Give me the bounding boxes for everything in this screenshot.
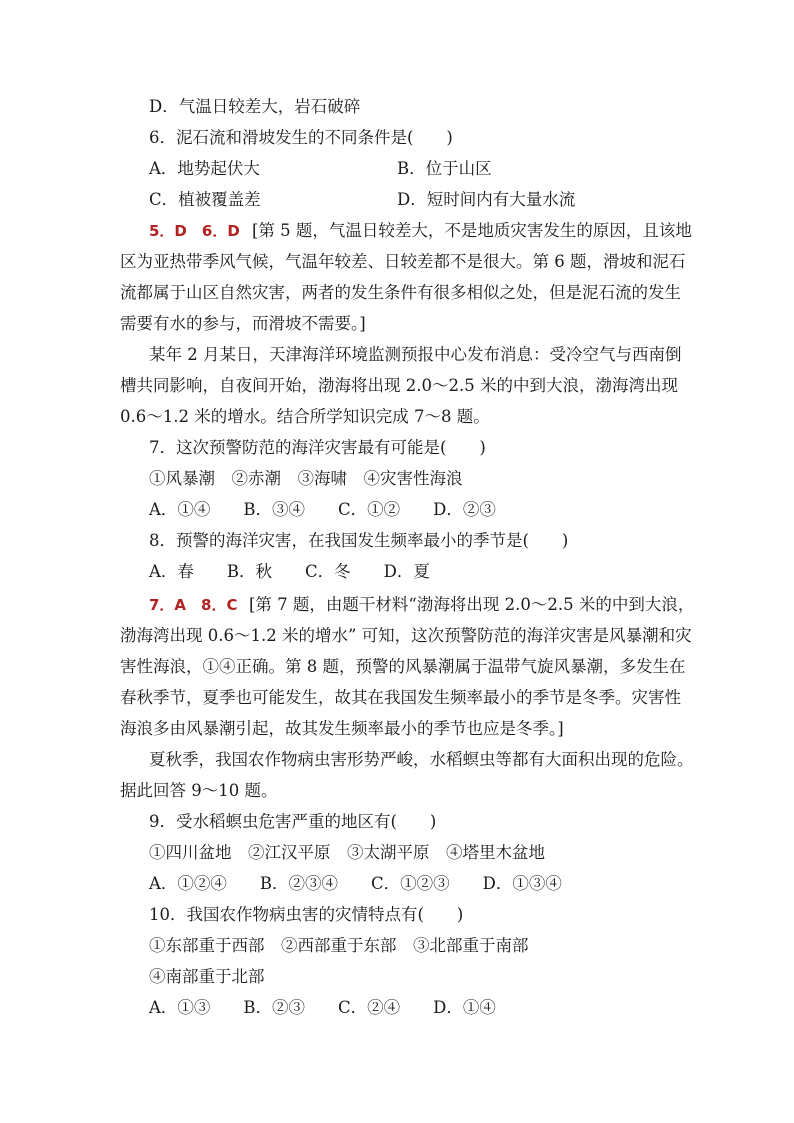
- explanation-5-6-line-4: 需要有水的参与，而滑坡不需要。]: [120, 314, 366, 333]
- q5-option-d: D．气温日较差大，岩石破碎: [149, 97, 361, 116]
- question-7: 7．这次预警防范的海洋灾害最有可能是( ): [149, 438, 486, 457]
- q9-options: A．①②④ B．②③④ C．①②③ D．①③④: [149, 874, 562, 893]
- q10-options: A．①③ B．②③ C．②④ D．①④: [149, 998, 496, 1017]
- q9-items: ①四川盆地 ②江汉平原 ③太湖平原 ④塔里木盆地: [149, 843, 545, 862]
- passage-9-10-line-1: 夏秋季，我国农作物病虫害形势严峻，水稻螟虫等都有大面积出现的危险。: [149, 750, 694, 769]
- question-9: 9．受水稻螟虫危害严重的地区有( ): [149, 812, 437, 831]
- explanation-7-8-line-2: 渤海湾出现 0.6～1.2 米的增水” 可知，这次预警防范的海洋灾害是风暴潮和灾: [120, 626, 692, 645]
- q7-items: ①风暴潮 ②赤潮 ③海啸 ④灾害性海浪: [149, 469, 463, 488]
- q8-options: A．春 B．秋 C．冬 D．夏: [149, 562, 430, 581]
- explanation-5-6-line-2: 区为亚热带季风气候，气温年较差、日较差都不是很大。第 6 题，滑坡和泥石: [120, 252, 686, 271]
- answer-key-7-8: 7．A 8．C: [149, 596, 238, 614]
- passage-7-8-line-2: 槽共同影响，自夜间开始，渤海将出现 2.0～2.5 米的中到大浪，渤海湾出现: [120, 376, 678, 395]
- explanation-7-8-line-1: [第 7 题，由题干材料“渤海将出现 2.0～2.5 米的中到大浪，: [249, 595, 695, 614]
- q6-option-d: D．短时间内有大量水流: [397, 190, 576, 209]
- q10-items-line-2: ④南部重于北部: [149, 967, 265, 986]
- question-6: 6．泥石流和滑坡发生的不同条件是( ): [149, 128, 453, 147]
- explanation-5-6-line-3: 流都属于山区自然灾害，两者的发生条件有很多相似之处，但是泥石流的发生: [120, 283, 681, 302]
- question-10: 10．我国农作物病虫害的灾情特点有( ): [149, 905, 464, 924]
- q10-items-line-1: ①东部重于西部 ②西部重于东部 ③北部重于南部: [149, 936, 529, 955]
- q7-options: A．①④ B．③④ C．①② D．②③: [149, 500, 496, 519]
- passage-9-10-line-2: 据此回答 9～10 题。: [120, 781, 278, 800]
- explanation-5-6-line-1: [第 5 题，气温日较差大，不是地质灾害发生的原因，且该地: [252, 221, 692, 240]
- explanation-7-8-line-4: 春秋季节，夏季也可能发生，故其在我国发生频率最小的季节是冬季。灾害性: [120, 688, 681, 707]
- explanation-7-8-line-5: 海浪多由风暴潮引起，故其发生频率最小的季节也应是冬季。]: [120, 719, 564, 738]
- passage-7-8-line-1: 某年 2 月某日，天津海洋环境监测预报中心发布消息：受冷空气与西南倒: [149, 345, 682, 364]
- answer-key-5-6: 5．D 6．D: [149, 222, 240, 240]
- q6-option-b: B．位于山区: [397, 159, 492, 178]
- q6-option-a: A．地势起伏大: [149, 159, 260, 178]
- question-8: 8．预警的海洋灾害，在我国发生频率最小的季节是( ): [149, 531, 569, 550]
- explanation-7-8-line-3: 害性海浪，①④正确。第 8 题，预警的风暴潮属于温带气旋风暴潮，多发生在: [120, 657, 686, 676]
- q6-option-c: C．植被覆盖差: [149, 190, 261, 209]
- passage-7-8-line-3: 0.6～1.2 米的增水。结合所学知识完成 7～8 题。: [120, 407, 490, 426]
